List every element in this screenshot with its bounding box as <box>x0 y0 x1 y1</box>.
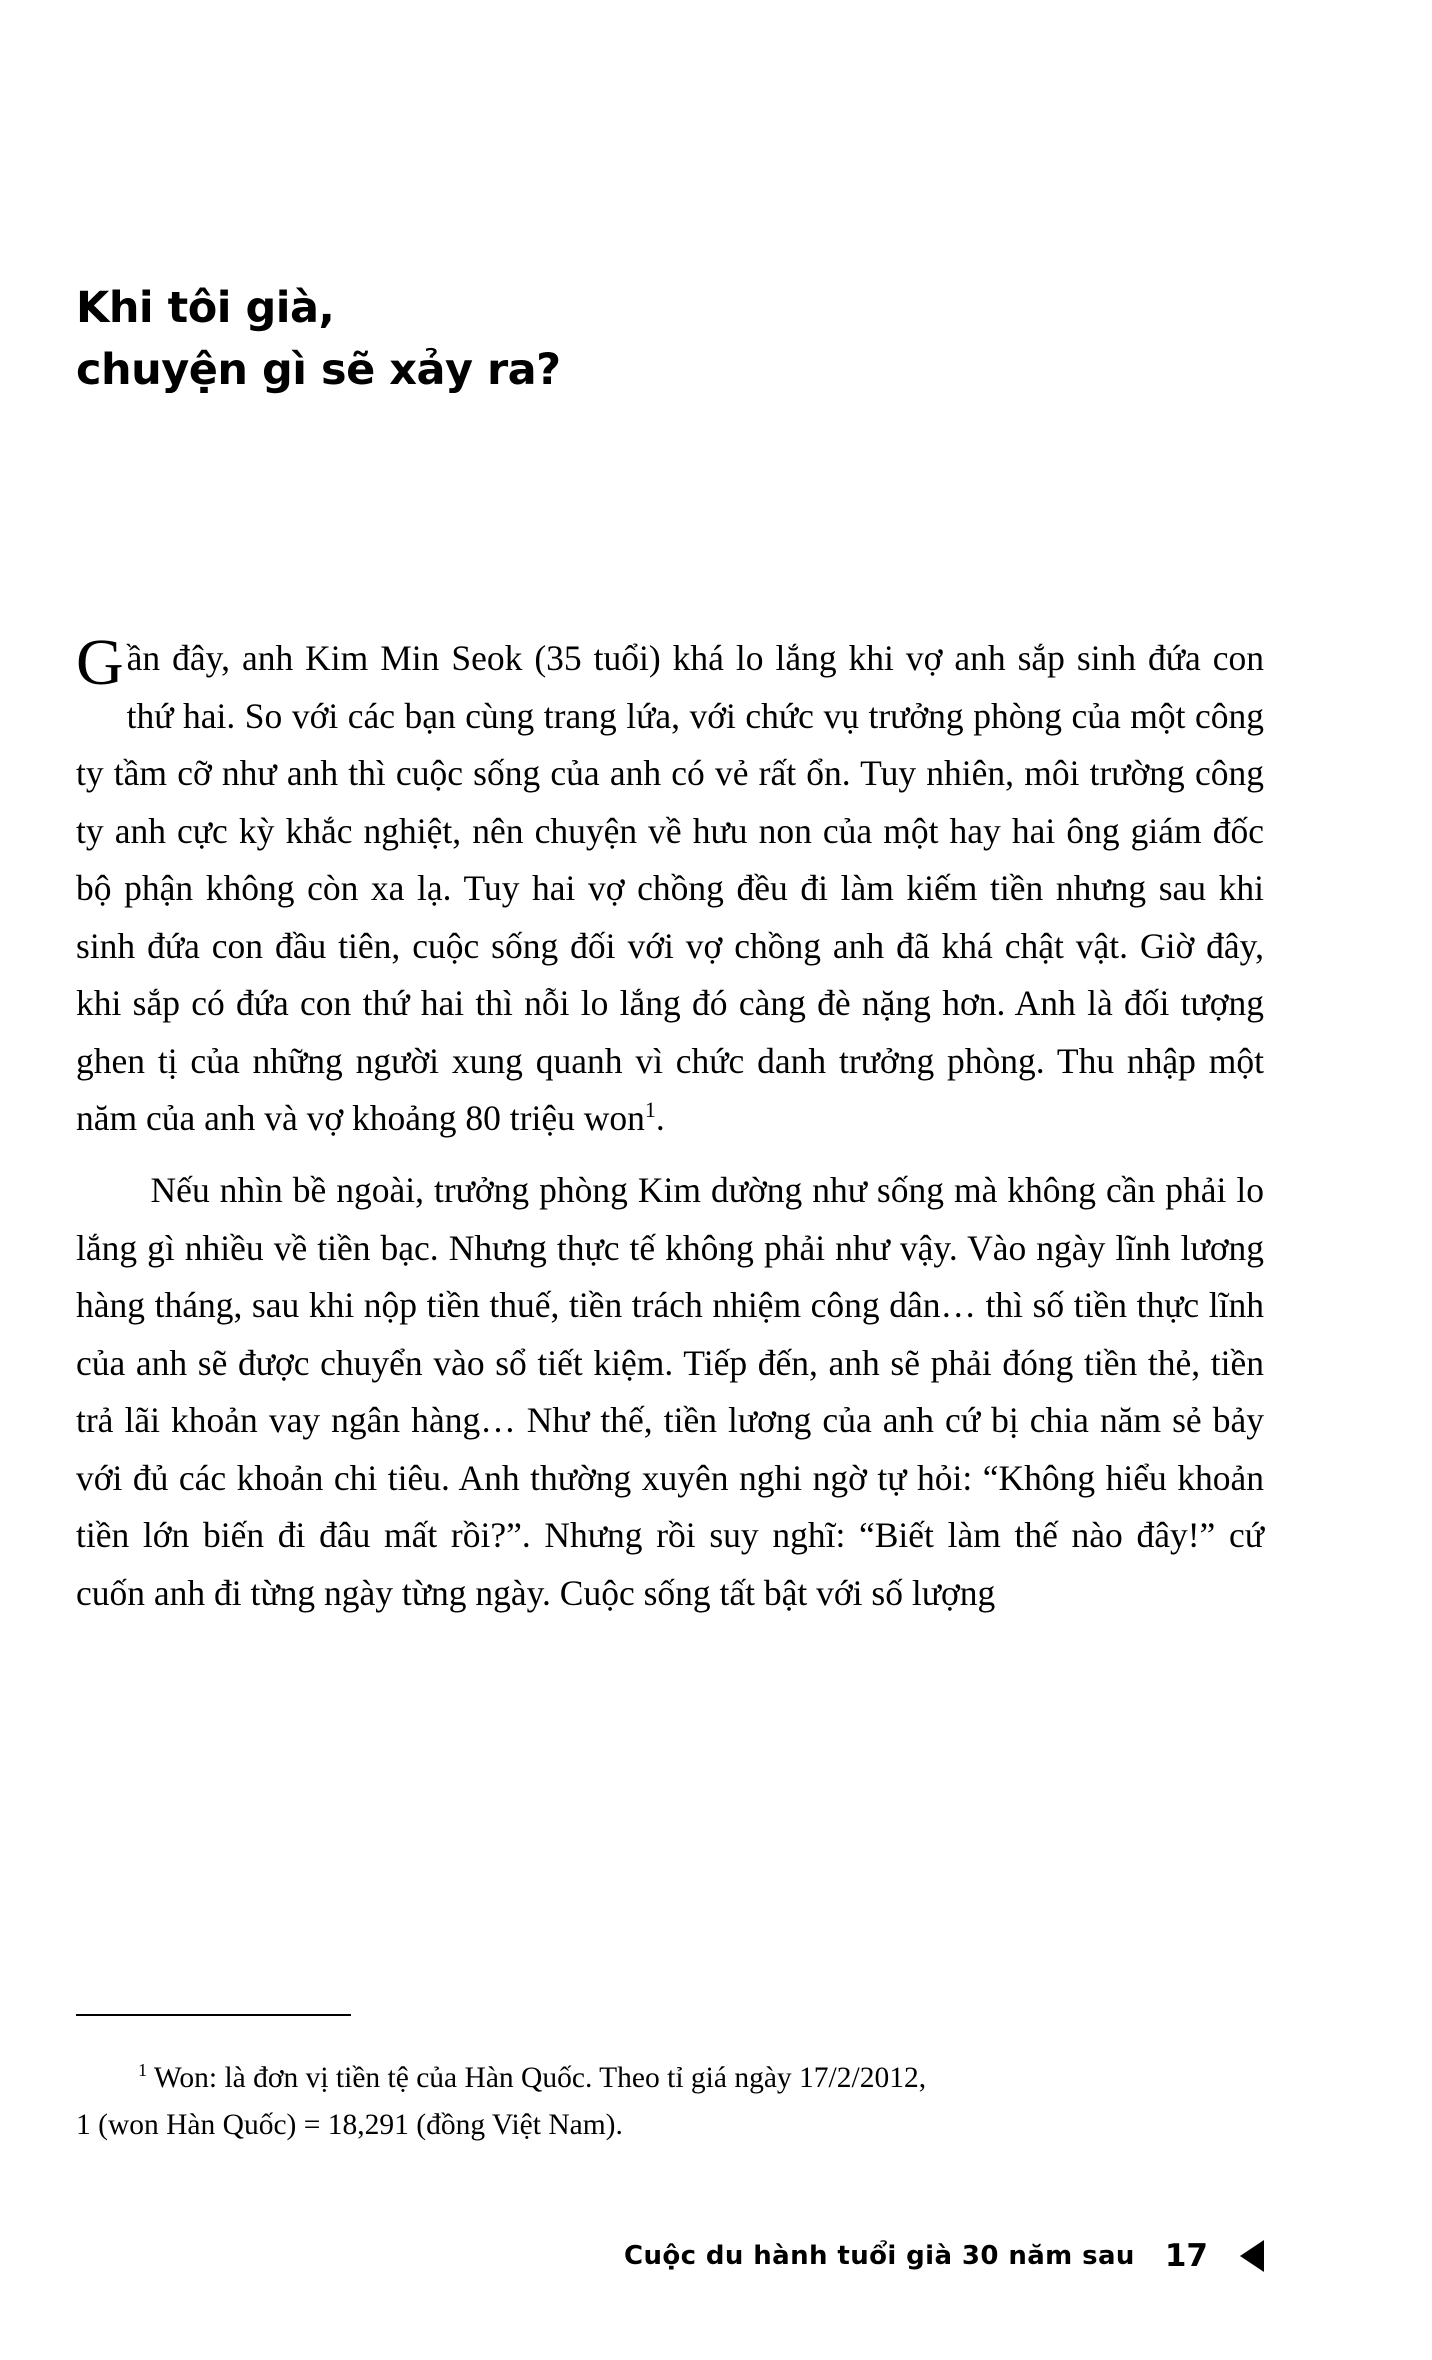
footnote-separator <box>76 2014 351 2016</box>
body-text <box>76 626 1264 1622</box>
page-footer <box>76 2238 1264 2274</box>
paragraph-2 <box>76 1162 1264 1622</box>
chapter-title-line-1: Khi tôi già, <box>76 282 335 333</box>
paragraph-2-text: Nếu nhìn bề ngoài, trưởng phòng Kim dường như sống mà không cần phải lo lắng gì nhiều về tiền bạc. Nhưng thực tế không phải như vậy. Vào ngày lĩnh lương hàng tháng, sau khi nộp tiền thuế, tiền trách nhiệm công dân… thì số tiền thực lĩnh của anh sẽ được chuyển vào sổ tiết kiệm. Tiếp đến, anh sẽ phải đóng tiền thẻ, tiền trả lãi khoản vay ngân hàng… Như thế, tiền lương của anh cứ bị chia năm sẻ bảy với đủ các khoản chi tiêu. Anh thường xuyên nghi ngờ tự hỏi: “Không hiểu khoản tiền lớn biến đi đâu mất rồi?”. Nhưng rồi suy nghĩ: “Biết làm thế nào đây!” cứ cuốn anh đi từng ngày từng ngày. Cuộc sống tất bật với số lượng <box>76 1170 1264 1613</box>
triangle-right-icon <box>1240 2240 1264 2272</box>
paragraph-1-tail: . <box>655 1098 665 1138</box>
chapter-title-line-2: chuyện gì sẽ xảy ra? <box>76 345 561 396</box>
paragraph-1 <box>76 626 1264 1148</box>
footnote-line-1 <box>76 2055 1264 2102</box>
footnote-line-2: 1 (won Hàn Quốc) = 18,291 (đồng Việt Nam). <box>76 2108 623 2141</box>
running-title: Cuộc du hành tuổi già 30 năm sau <box>623 2241 1135 2271</box>
paragraph-1-text: ần đây, anh Kim Min Seok (35 tuổi) khá lo lắng khi vợ anh sắp sinh đứa con thứ hai. So với các bạn cùng trang lứa, với chức vụ trưởng phòng của một công ty tầm cỡ như anh thì cuộc sống của anh có vẻ rất ổn. Tuy nhiên, môi trường công ty anh cực kỳ khắc nghiệt, nên chuyện về hưu non của một hay hai ông giám đốc bộ phận không còn xa lạ. Tuy hai vợ chồng đều đi làm kiếm tiền nhưng sau khi sinh đứa con đầu tiên, cuộc sống đối với vợ chồng anh đã khá chật vật. Giờ đây, khi sắp có đứa con thứ hai thì nỗi lo lắng đó càng đè nặng hơn. Anh là đối tượng ghen tị của những người xung quanh vì chức danh trưởng phòng. Thu nhập một năm của anh và vợ khoảng 80 triệu won <box>76 638 1264 1138</box>
footnote-marker: 1 <box>137 2060 148 2081</box>
footnote-text-1: Won: là đơn vị tiền tệ của Hàn Quốc. Theo tỉ giá ngày 17/2/2012, <box>153 2062 927 2094</box>
footnote-block <box>76 2055 1264 2148</box>
drop-cap: G <box>76 626 124 699</box>
footnote-reference-1: 1 <box>644 1097 656 1123</box>
page-number: 17 <box>1164 2238 1208 2274</box>
page-title <box>76 277 1176 402</box>
page-content <box>76 0 1276 2360</box>
